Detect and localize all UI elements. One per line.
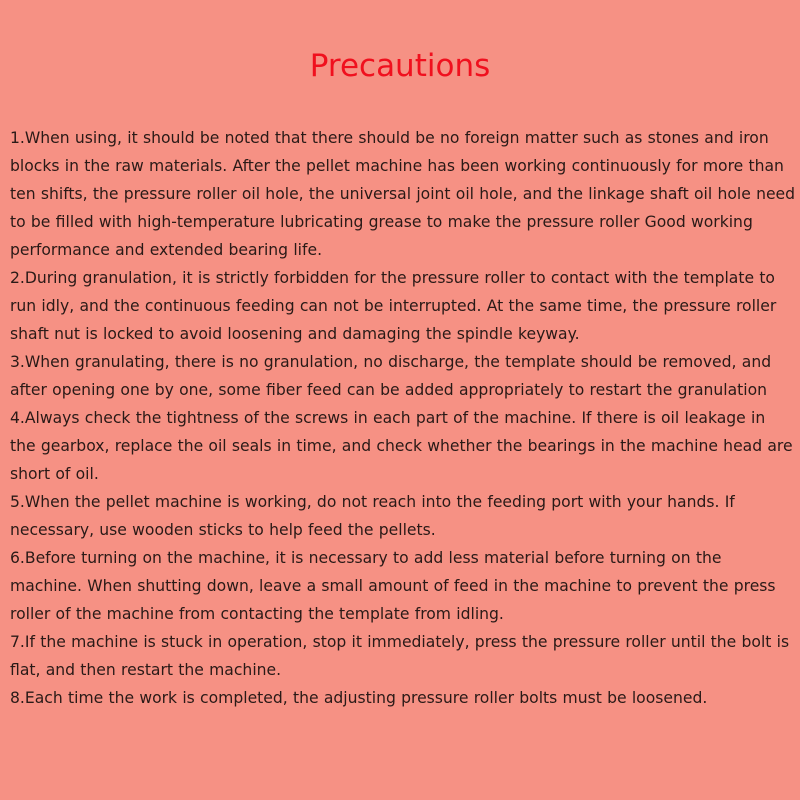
precaution-item-5: 5.When the pellet machine is working, do not reach into the feeding port with your hands. If necessary, use wooden sticks to help feed the pellets. — [10, 493, 735, 539]
precaution-item-3: 3.When granulating, there is no granulation, no discharge, the template should be removed, and after opening one by one, some fiber feed can be added appropriately to restart the granulation — [10, 353, 772, 399]
precaution-item-7: 7.If the machine is stuck in operation, stop it immediately, press the pressure roller until the bolt is flat, and then restart the machine. — [10, 633, 790, 679]
precaution-item-2: 2.During granulation, it is strictly forbidden for the pressure roller to contact with the template to run idly, and the continuous feeding can not be interrupted. At the same time, the pressure roller shaft nut is locked to avoid loosening and damaging the spindle keyway. — [10, 269, 777, 343]
precaution-item-8: 8.Each time the work is completed, the adjusting pressure roller bolts must be loosened. — [10, 689, 708, 707]
precaution-item-6: 6.Before turning on the machine, it is necessary to add less material before turning on the machine. When shutting down, leave a small amount of feed in the machine to prevent the press roller of the machine from contacting the template from idling. — [10, 549, 776, 623]
precaution-item-4: 4.Always check the tightness of the screws in each part of the machine. If there is oil leakage in the gearbox, replace the oil seals in time, and check whether the bearings in the machine head are short of oil. — [10, 409, 793, 483]
page-title: Precautions — [309, 48, 491, 84]
precautions-list — [10, 124, 796, 712]
precaution-item-1: 1.When using, it should be noted that there should be no foreign matter such as stones and iron blocks in the raw materials. After the pellet machine has been working continuously for more than ten shifts, the pressure roller oil hole, the universal joint oil hole, and the linkage shaft oil hole need to be filled with high-temperature lubricating grease to make the pressure roller Good working performance and extended bearing life. — [10, 129, 796, 259]
